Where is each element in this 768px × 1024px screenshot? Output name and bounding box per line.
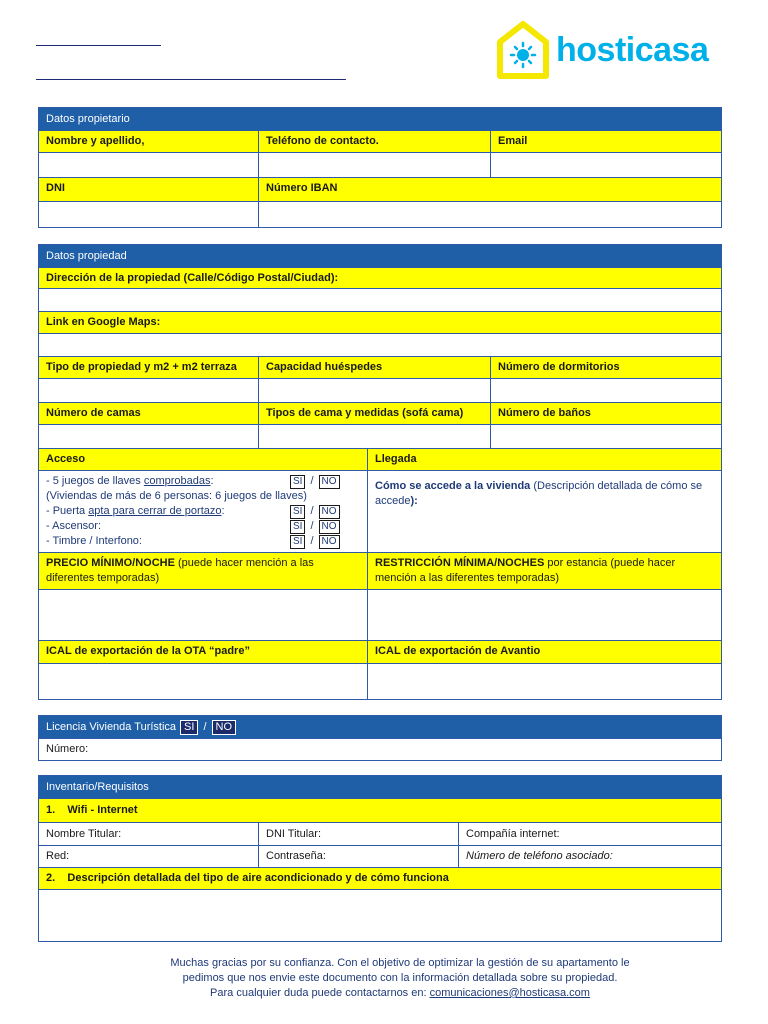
bell-row: - Timbre / Interfono: SI / NO [46, 534, 360, 549]
email-field[interactable] [490, 153, 721, 177]
license-number-field[interactable]: Número: [39, 739, 721, 760]
bell-yes-checkbox[interactable]: SI [290, 535, 305, 549]
inventory-table [38, 775, 722, 942]
bedrooms-label: Número de dormitorios [490, 357, 721, 378]
bathrooms-field[interactable] [490, 425, 721, 448]
license-table [38, 715, 722, 761]
keys-row: - 5 juegos de llaves comprobadas: SI / NO [46, 474, 360, 489]
address-label: Dirección de la propiedad (Calle/Código Postal/Ciudad): [39, 268, 721, 288]
bell-no-checkbox[interactable]: NO [319, 535, 340, 549]
ical-avantio-field[interactable] [367, 664, 721, 699]
license-no-checkbox[interactable]: NO [212, 720, 237, 735]
license-header: Licencia Vivienda Turística SI / NO [39, 716, 721, 738]
dni-label: DNI [39, 178, 258, 201]
bed-types-field[interactable] [258, 425, 490, 448]
wifi-title: 1. Wifi - Internet [39, 799, 721, 822]
property-table [38, 244, 722, 700]
bedrooms-field[interactable] [490, 379, 721, 402]
wifi-holder-field[interactable]: Nombre Titular: [39, 823, 258, 845]
elevator-row: - Ascensor: SI / NO [46, 519, 360, 534]
wifi-phone-field[interactable]: Número de teléfono asociado: [458, 846, 721, 867]
sun-house-icon [492, 20, 554, 80]
ical-ota-label: ICAL de exportación de la OTA “padre” [39, 641, 367, 663]
min-nights-label: RESTRICCIÓN MÍNIMA/NOCHES por estancia (puede hacer mención a las diferentes temporadas) [367, 553, 721, 589]
elevator-yes-checkbox[interactable]: SI [290, 520, 305, 534]
arrival-description[interactable]: Cómo se accede a la vivienda (Descripción detallada de cómo se accede): [367, 471, 721, 552]
property-header: Datos propiedad [39, 245, 721, 267]
owner-table [38, 107, 722, 228]
email-label: Email [490, 131, 721, 152]
contact-email-link[interactable]: comunicaciones@hosticasa.com [429, 987, 590, 999]
phone-field[interactable] [258, 153, 490, 177]
phone-label: Teléfono de contacto. [258, 131, 490, 152]
footer-line-2: pedimos que nos envie este documento con la información detallada sobre su propiedad. [182, 972, 618, 984]
bed-types-label: Tipos de cama y medidas (sofá cama) [258, 403, 490, 424]
footer-line-3: Para cualquier duda puede contactarnos en: comunicaciones@hosticasa.com [210, 987, 590, 999]
arrival-label: Llegada [367, 449, 721, 470]
property-type-field[interactable] [39, 379, 258, 402]
hosticasa-logo [492, 20, 724, 80]
license-yes-checkbox[interactable]: SI [180, 720, 198, 735]
elevator-no-checkbox[interactable]: NO [319, 520, 340, 534]
footer-note [140, 956, 660, 1001]
door-no-checkbox[interactable]: NO [319, 505, 340, 519]
property-type-label: Tipo de propiedad y m2 + m2 terraza [39, 357, 258, 378]
ac-description-field[interactable] [39, 890, 721, 941]
name-field[interactable] [39, 153, 258, 177]
door-yes-checkbox[interactable]: SI [290, 505, 305, 519]
wifi-network-field[interactable]: Red: [39, 846, 258, 867]
min-price-field[interactable] [39, 590, 367, 640]
wifi-password-field[interactable]: Contraseña: [258, 846, 458, 867]
capacity-field[interactable] [258, 379, 490, 402]
ac-title: 2. Descripción detallada del tipo de aire acondicionado y de cómo funciona [39, 868, 721, 889]
keys-note: (Viviendas de más de 6 personas: 6 juegos de llaves) [46, 490, 307, 502]
door-row: - Puerta apta para cerrar de portazo: SI / NO [46, 504, 360, 519]
min-price-label: PRECIO MÍNIMO/NOCHE (puede hacer mención a las diferentes temporadas) [39, 553, 367, 589]
min-nights-field[interactable] [367, 590, 721, 640]
access-label: Acceso [39, 449, 367, 470]
name-label: Nombre y apellido, [39, 131, 258, 152]
logo-text: hosticasa [556, 30, 709, 69]
beds-label: Número de camas [39, 403, 258, 424]
reference-line [36, 79, 346, 80]
bathrooms-label: Número de baños [490, 403, 721, 424]
beds-field[interactable] [39, 425, 258, 448]
capacity-label: Capacidad huéspedes [258, 357, 490, 378]
maps-field[interactable] [39, 334, 721, 356]
access-checklist [39, 471, 367, 552]
wifi-company-field[interactable]: Compañía internet: [458, 823, 721, 845]
ical-avantio-label: ICAL de exportación de Avantio [367, 641, 721, 663]
inventory-header: Inventario/Requisitos [39, 776, 721, 798]
dni-field[interactable] [39, 202, 258, 227]
ical-ota-field[interactable] [39, 664, 367, 699]
wifi-dni-field[interactable]: DNI Titular: [258, 823, 458, 845]
owner-header: Datos propietario [39, 108, 721, 130]
keys-no-checkbox[interactable]: NO [319, 475, 340, 489]
maps-label: Link en Google Maps: [39, 312, 721, 333]
keys-yes-checkbox[interactable]: SI [290, 475, 305, 489]
address-field[interactable] [39, 289, 721, 311]
iban-field[interactable] [258, 202, 721, 227]
iban-label: Número IBAN [258, 178, 721, 201]
date-line [36, 45, 161, 46]
footer-line-1: Muchas gracias por su confianza. Con el objetivo de optimizar la gestión de su apartamento le [170, 957, 630, 969]
